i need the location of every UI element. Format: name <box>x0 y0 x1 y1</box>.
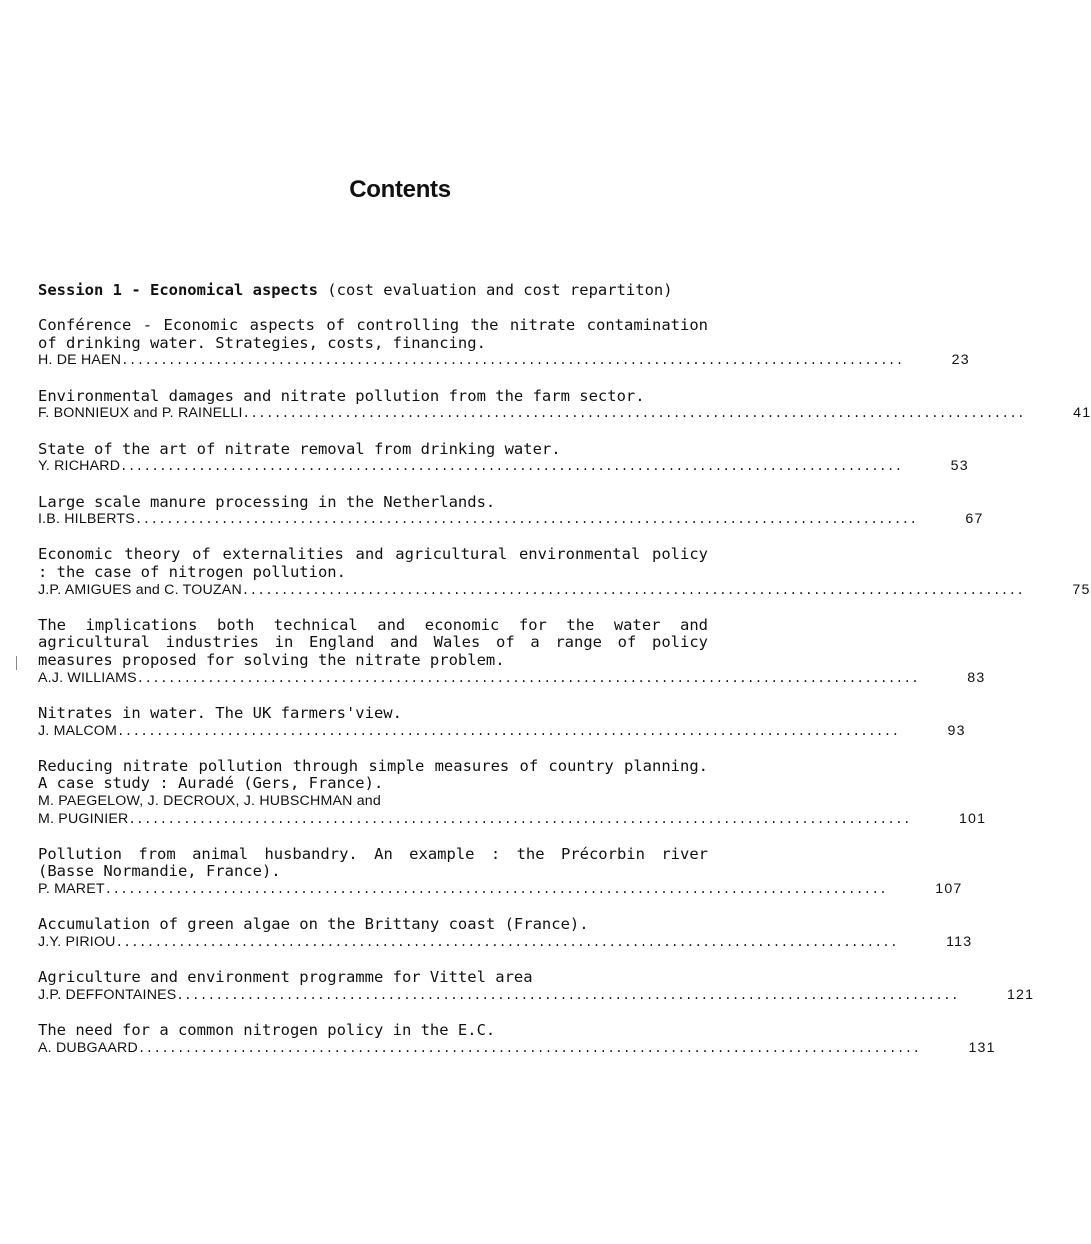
toc-entry[interactable] <box>38 756 987 828</box>
entry-authors: I.B. HILBERTS <box>38 511 135 528</box>
entry-title: Economic theory of externalities and agricultural environmental policy : the case of nitrogen pollution. <box>38 545 708 581</box>
entry-author-line: J.P. AMIGUES and C. TOUZAN .................................................................................................... 75 <box>38 581 1091 598</box>
dot-leader: .................................................................................................... <box>242 406 1026 421</box>
entry-authors: J.Y. PIRIOU <box>38 933 116 950</box>
entry-author-line: F. BONNIEUX and P. RAINELLI .................................................................................................... 41 <box>38 405 1091 422</box>
entry-title: Environmental damages and nitrate pollution from the farm sector. <box>38 386 645 405</box>
toc-entry[interactable] <box>38 915 973 951</box>
dot-leader: .................................................................................................... <box>134 512 918 527</box>
entry-authors: J.P. DEFFONTAINES <box>38 986 177 1003</box>
entry-author-line: I.B. HILBERTS .................................................................................................... 67 <box>38 511 984 528</box>
dot-leader: .................................................................................................... <box>136 670 920 685</box>
dot-leader: .................................................................................................... <box>128 811 911 826</box>
toc-entry[interactable] <box>38 316 970 370</box>
page-title: Contents <box>349 176 451 203</box>
entry-title: State of the art of nitrate removal from drinking water. <box>38 439 561 458</box>
toc-entry[interactable] <box>38 844 963 899</box>
entry-authors: Y. RICHARD <box>38 458 121 475</box>
entry-author-line: Y. RICHARD .................................................................................................... 53 <box>38 458 969 475</box>
dot-leader: .................................................................................................... <box>117 723 900 738</box>
dot-leader: .................................................................................................... <box>120 459 903 474</box>
entry-title: Nitrates in water. The UK farmers'view. <box>38 703 402 722</box>
entry-author-line: A.J. WILLIAMS .................................................................................................... 83 <box>38 669 986 686</box>
toc-entry[interactable] <box>38 492 984 529</box>
entry-author-line: M. PUGINIER .................................................................................................... 101 <box>38 810 987 827</box>
session-description: (cost evaluation and cost repartiton) <box>317 281 673 299</box>
entry-authors: H. DE HAEN <box>38 352 122 369</box>
entry-author-line: H. DE HAEN .................................................................................................... 23 <box>38 352 970 369</box>
entry-authors: A.J. WILLIAMS <box>38 669 137 686</box>
session-heading <box>38 282 708 300</box>
dot-leader: .................................................................................................... <box>176 987 959 1002</box>
entry-author-line: A. DUBGAARD .................................................................................................... 131 <box>38 1039 996 1056</box>
entry-authors: P. MARET <box>38 881 105 898</box>
entry-title: Large scale manure processing in the Netherlands. <box>38 492 496 511</box>
toc-entry[interactable] <box>38 545 1091 599</box>
entry-title: Conférence - Economic aspects of controlling the nitrate contamination of drinking water. Strategies, costs, financing. <box>38 316 708 352</box>
entry-title: Pollution from animal husbandry. An example : the Précorbin river (Basse Normandie, France). <box>38 844 708 881</box>
margin-mark <box>16 656 17 670</box>
entry-title: The implications both technical and economic for the water and agricultural industries in England and Wales of a range of policy measures proposed for solving the nitrate problem. <box>38 615 708 670</box>
entry-authors: M. PUGINIER <box>38 810 129 827</box>
entry-authors-prefix: M. PAEGELOW, J. DECROUX, J. HUBSCHMAN and <box>38 792 381 809</box>
entry-author-line: P. MARET .................................................................................................... 107 <box>38 881 963 898</box>
toc-entry[interactable] <box>38 1021 996 1057</box>
toc-entry[interactable] <box>38 386 1091 423</box>
table-of-contents <box>38 281 1091 1075</box>
entry-title: The need for a common nitrogen policy in the E.C. <box>38 1021 496 1040</box>
toc-entry[interactable] <box>38 439 969 476</box>
entry-authors: F. BONNIEUX and P. RAINELLI <box>38 405 243 422</box>
entry-authors: J.P. AMIGUES and C. TOUZAN <box>38 581 242 598</box>
entry-authors: A. DUBGAARD <box>38 1039 138 1056</box>
dot-leader: .................................................................................................... <box>121 353 904 368</box>
dot-leader: .................................................................................................... <box>115 934 899 949</box>
dot-leader: .................................................................................................... <box>104 882 888 897</box>
entry-title: Accumulation of green algae on the Brittany coast (France). <box>38 915 589 934</box>
entry-author-line: J.Y. PIRIOU .................................................................................................... 113 <box>38 933 973 950</box>
dot-leader: .................................................................................................... <box>241 582 1025 597</box>
entry-author-line: J. MALCOM .................................................................................................... 93 <box>38 722 966 739</box>
toc-entry[interactable] <box>38 968 1035 1004</box>
entry-title: Agriculture and environment programme for Vittel area <box>38 968 533 987</box>
session-label: Session 1 - Economical aspects <box>38 281 318 299</box>
toc-entry[interactable] <box>38 703 966 740</box>
entry-authors: J. MALCOM <box>38 722 118 739</box>
entry-author-line: J.P. DEFFONTAINES .................................................................................................... 121 <box>38 986 1035 1003</box>
toc-entry[interactable] <box>38 615 986 687</box>
dot-leader: .................................................................................................... <box>137 1040 921 1055</box>
entry-title: Reducing nitrate pollution through simple measures of country planning. A case study : Auradé (Gers, France). <box>38 756 708 793</box>
